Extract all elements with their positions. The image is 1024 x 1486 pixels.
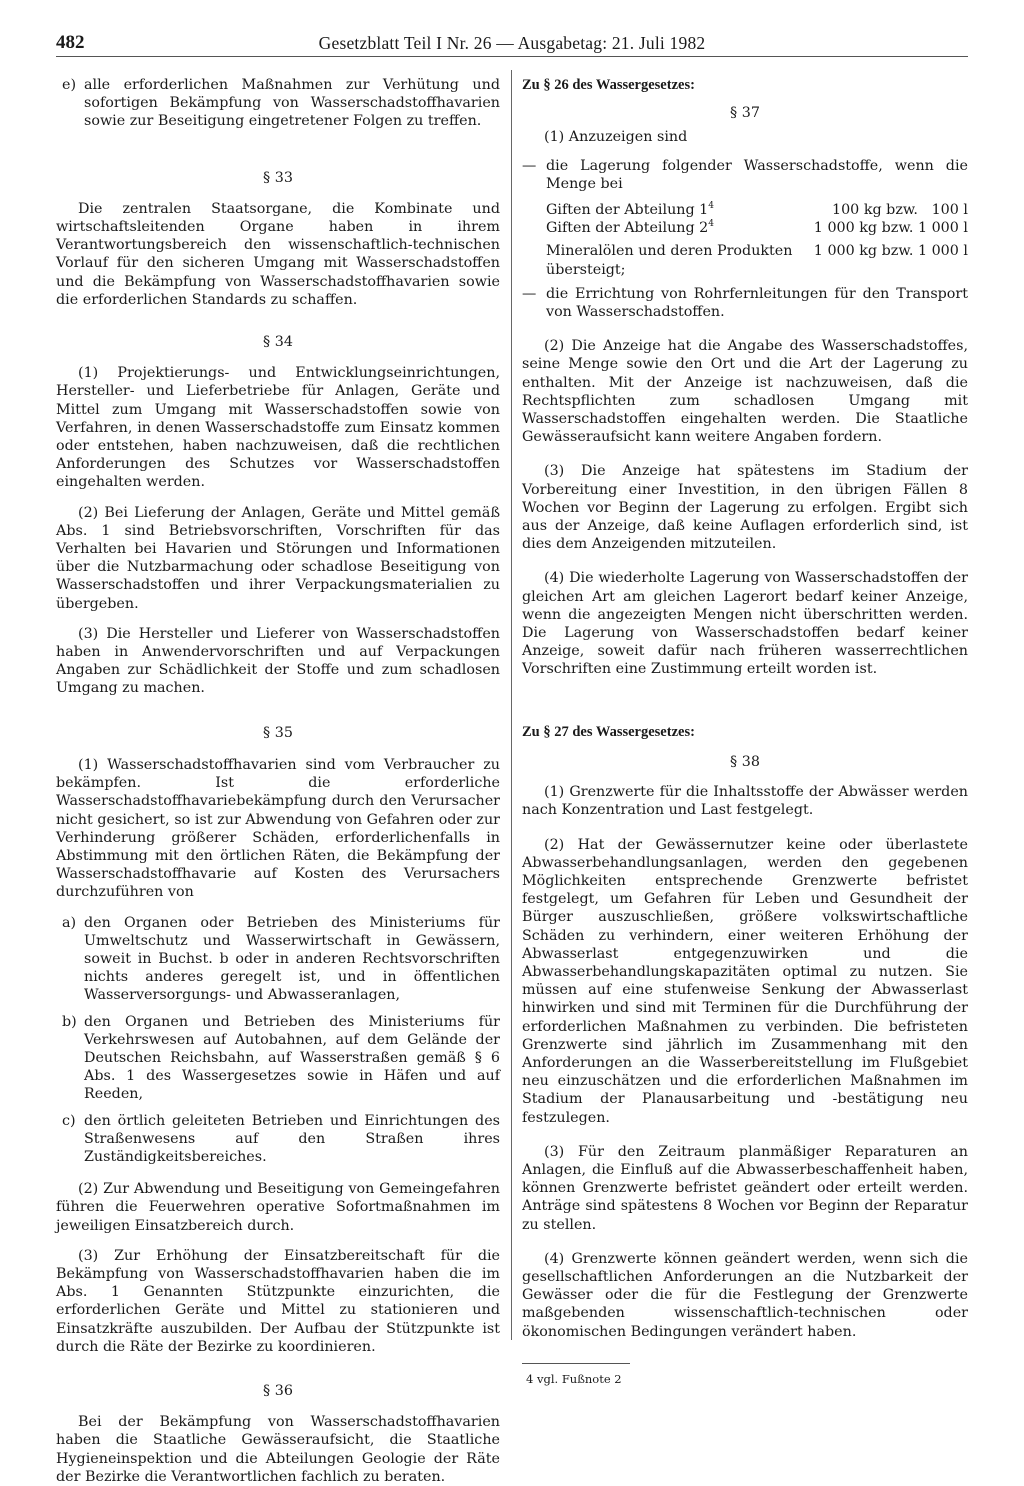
section-36-text: Bei der Bekämpfung von Wasserschadstoffhavarien haben die Staatliche Gewässeraufsicht, die Staatliche Hygieneinspektion und die Abteilungen Geologie der Räte der Bezirke die Verantwortlichen fachlich zu beraten. bbox=[56, 1414, 500, 1485]
item-label: c) bbox=[62, 1112, 76, 1129]
section-35-para-2: (2) Zur Abwendung und Beseitigung von Gemeingefahren führen die Feuerwehren operative Sofortmaßnahmen im jeweiligen Einsatzbereich durch. bbox=[56, 1181, 500, 1234]
list-item-c bbox=[62, 1112, 500, 1167]
footnote-ref: 4 bbox=[708, 219, 715, 230]
subheading-27: Zu § 27 des Wassergesetzes: bbox=[522, 723, 695, 740]
subheading-26: Zu § 26 des Wassergesetzes: bbox=[522, 77, 695, 93]
section-heading-33: § 33 bbox=[263, 169, 293, 186]
amount-name: Mineralölen und deren Produkten übersteigt; bbox=[546, 243, 793, 278]
section-37-para-3: (3) Die Anzeige hat spätestens im Stadium der Vorbereitung einer Investition, in den übrigen Fällen 8 Wochen vor Beginn der Lagerung zu erfolgen. Ergibt sich aus der Anzeige, daß keine Auflagen erforderlich sind, ist dies dem Anzeigenden mitzuteilen. bbox=[522, 463, 968, 553]
item-text: den Organen und Betrieben des Ministeriums für Verkehrswesen auf Autobahnen, auf dem Gelände der Deutschen Reichsbahn, auf Wasserstraßen gemäß § 6 Abs. 1 des Wassergesetzes sowie in Häfen und auf Reeden, bbox=[84, 1013, 500, 1103]
section-35-para-1: (1) Wasserschadstoffhavarien sind vom Verbraucher zu bekämpfen. Ist die erforderliche Wasserschadstoffhavariebekämpfung durch den Verursacher nicht gesichert, so ist zur Abwendung von Gefahren oder zur Verhinderung größerer Schäden, erforderlichenfalls in Abstimmung mit den örtlichen Räten, die Bekämpfung der Wasserschadstoffhavarie auf Kosten des Verursachers durchzuführen von bbox=[56, 756, 500, 901]
footnote-ref: 4 bbox=[708, 201, 715, 212]
item-label: b) bbox=[62, 1013, 77, 1030]
section-34-para-2: (2) Bei Lieferung der Anlagen, Geräte und Mittel gemäß Abs. 1 sind Betriebsvorschriften, Vorschriften für das Verhalten bei Havarien und Störungen und Informationen über die Nutzbarmachung oder schadlose Beseitigung von Wasserschadstoffen und ihrer Verpackungsmaterialien zu übergeben. bbox=[56, 504, 500, 612]
section-37-lead: (1) Anzuzeigen sind bbox=[544, 129, 688, 146]
amount-value: 100 kg bzw. 100 l bbox=[831, 202, 968, 219]
section-heading-34: § 34 bbox=[263, 334, 293, 351]
section-34-para-1: (1) Projektierungs- und Entwicklungseinrichtungen, Hersteller- und Lieferbetriebe für Anlagen, Geräte und Mittel zum Umgang mit Wasserschadstoffen sowie von Verfahren, in denen Wasserschadstoffe zum Einsatz kommen oder entstehen, haben nachzuweisen, daß die rechtlichen Anforderungen des Schutzes vor Wasserschadstoffen eingehalten werden. bbox=[56, 365, 500, 491]
dash-item-text: die Errichtung von Rohrfernleitungen für den Transport von Wasserschadstoffen. bbox=[546, 285, 968, 321]
item-text: den Organen oder Betrieben des Ministeriums für Umweltschutz und Wasserwirtschaft in Gewässern, soweit in Buchst. b oder in anderen Rechtsvorschriften nichts anderes geregelt ist, und in öffentlichen Wasserversorgungs- und Abwasseranlagen, bbox=[84, 914, 500, 1004]
section-33-text: Die zentralen Staatsorgane, die Kombinate und wirtschaftsleitenden Organe haben in ihrem Verantwortungsbereich den wissenschaftlich-technischen Vorlauf für den sicheren Umgang mit Wasserschadstoffen und die Bekämpfung von Wasserschadstoffhavarien sowie die erforderlichen Standards zu schaffen. bbox=[56, 200, 500, 308]
list-item-a bbox=[62, 914, 500, 1005]
dash-item-text: die Lagerung folgender Wasserschadstoffe, wenn die Menge bei bbox=[546, 157, 968, 192]
section-38-para-3: (3) Für den Zeitraum planmäßiger Reparaturen an Anlagen, die Einfluß auf die Abwasserbeschaffenheit haben, können Grenzwerte befristet geändert oder erteilt werden. Anträge sind spätestens 8 Wochen vor Beginn der Reparatur zu stellen. bbox=[522, 1143, 968, 1233]
footnote: 4 vgl. Fußnote 2 bbox=[526, 1371, 622, 1386]
section-38-para-4: (4) Grenzwerte können geändert werden, wenn sich die gesellschaftlichen Anforderungen an die Nutzbarkeit der Gewässer oder die für die Festlegung der Grenzwerte maßgebenden wissenschaftlich-technischen oder ökonomischen Bedingungen verändert haben. bbox=[522, 1250, 968, 1340]
list-item-e bbox=[62, 76, 500, 131]
dash-item-2 bbox=[522, 285, 968, 321]
section-heading-37: § 37 bbox=[730, 105, 760, 122]
amount-row-2 bbox=[546, 219, 968, 237]
dash-symbol: — bbox=[522, 285, 537, 302]
section-38-para-2: (2) Hat der Gewässernutzer keine oder überlastete Abwasserbehandlungsanlagen, werden den gegebenen Möglichkeiten entsprechende Grenzwerte befristet festgelegt, um Gefahren für Leben und Gesundheit der Bürger auszuschließen, größere volkswirtschaftliche Schäden zu verhindern, einer weiteren Erhöhung der Abwasserlast entgegenzuwirken und die Abwasserbehandlungskapazitäten optimal zu nutzen. Sie müssen auf eine stufenweise Senkung der Abwasserlast hinwirken und sind mit Terminen für die Durchführung der erforderlichen Maßnahmen zu verbinden. Die befristeten Grenzwerte sind jährlich im Zusammenhang mit den Anforderungen an die Wasserbereitstellung im Flußgebiet neu einzuschätzen und die erforderlichen Maßnahmen im Stadium der Planausarbeitung und -bestätigung neu festzulegen. bbox=[522, 836, 968, 1126]
item-label: e) bbox=[62, 77, 77, 93]
section-38-para-1: (1) Grenzwerte für die Inhaltsstoffe der Abwässer werden nach Konzentration und Last festgelegt. bbox=[522, 784, 968, 819]
section-37-para-4: (4) Die wiederholte Lagerung von Wasserschadstoffen der gleichen Art am gleichen Lagerort bedarf keiner Anzeige, wenn die angezeigten Mengen nicht überschritten werden. Die Lagerung von Wasserschadstoffen bedarf keiner Anzeige, soweit dafür nach früheren wasserrechtlichen Vorschriften eine Zustimmung erteilt worden ist. bbox=[522, 570, 968, 678]
section-34-para-3: (3) Die Hersteller und Lieferer von Wasserschadstoffen haben in Anwendervorschriften und auf Verpackungen Angaben zur Schädlichkeit der Stoffe und zum schadlosen Umgang zu machen. bbox=[56, 625, 500, 697]
gazette-title: Gesetzblatt Teil I Nr. 26 — Ausgabetag: 21. Juli 1982 bbox=[318, 33, 706, 53]
column-divider bbox=[511, 70, 512, 1340]
section-37-para-2: (2) Die Anzeige hat die Angabe des Wasserschadstoffes, seine Menge sowie den Ort und die Art der Lagerung zu enthalten. Mit der Anzeige ist nachzuweisen, daß die Rechtspflichten zum schadlosen Umgang mit Wasserschadstoffen eingehalten werden. Die Staatliche Gewässeraufsicht kann weitere Angaben fordern. bbox=[522, 338, 968, 446]
amount-name: Giften der Abteilung 1 bbox=[546, 202, 709, 219]
item-text: alle erforderlichen Maßnahmen zur Verhütung und sofortigen Bekämpfung von Wasserschadstoffhavarien sowie zur Beseitigung eingetretener Folgen zu treffen. bbox=[84, 77, 500, 130]
dash-symbol: — bbox=[522, 157, 537, 174]
amount-name: Giften der Abteilung 2 bbox=[546, 220, 709, 237]
dash-item-1 bbox=[522, 157, 968, 193]
list-item-b bbox=[62, 1013, 500, 1104]
amount-row-1 bbox=[546, 201, 968, 219]
item-label: a) bbox=[62, 914, 77, 931]
header-rule bbox=[56, 56, 968, 57]
amount-value: 1 000 kg bzw. 1 000 l bbox=[813, 220, 968, 237]
right-column bbox=[522, 76, 968, 1387]
page-number: 482 bbox=[56, 32, 85, 53]
item-text: den örtlich geleiteten Betrieben und Einrichtungen des Straßenwesens auf den Straßen ihres Zuständigkeitsbereiches. bbox=[84, 1112, 500, 1165]
section-heading-36: § 36 bbox=[263, 1382, 293, 1399]
amount-value: 1 000 kg bzw. 1 000 l bbox=[813, 243, 968, 260]
left-column bbox=[56, 76, 500, 1486]
amount-row-3 bbox=[546, 242, 968, 278]
section-heading-35: § 35 bbox=[263, 724, 293, 741]
section-heading-38: § 38 bbox=[730, 753, 760, 770]
section-35-para-3: (3) Zur Erhöhung der Einsatzbereitschaft für die Bekämpfung von Wasserschadstoffhavarien haben die im Abs. 1 Genannten Stützpunkte einzurichten, die erforderlichen Geräte und Mittel zu stationieren und Einsatzkräfte auszubilden. Der Aufbau der Stützpunkte ist durch die Räte der Bezirke zu koordinieren. bbox=[56, 1247, 500, 1355]
